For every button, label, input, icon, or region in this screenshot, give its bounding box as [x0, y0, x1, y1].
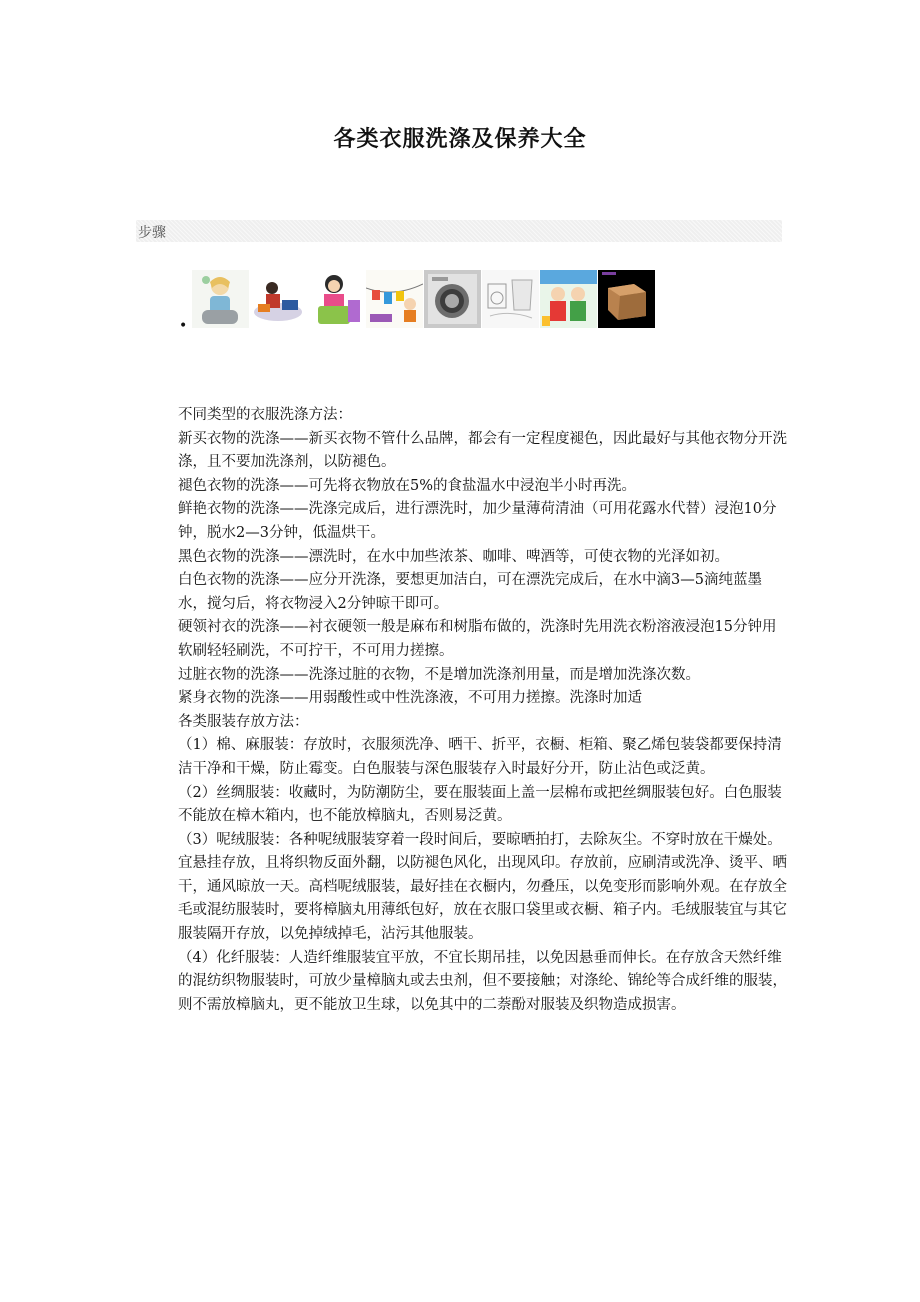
wash-item: 过脏衣物的洗涤——洗涤过脏的衣物，不是增加洗涤剂用量，而是增加洗涤次数。: [178, 666, 700, 683]
washing-girl-icon[interactable]: [308, 270, 365, 328]
clothesline-icon[interactable]: [366, 270, 423, 328]
wash-item: 鲜艳衣物的洗涤——洗涤完成后，进行漂洗时，加少量薄荷清油（可用花露水代替）浸泡10分钟，脱水2—3分钟，低温烘干。: [178, 501, 777, 541]
laundry-sketch-icon[interactable]: [482, 270, 539, 328]
box-icon[interactable]: [598, 270, 655, 328]
wash-methods-heading: 不同类型的衣服洗涤方法：: [178, 407, 352, 423]
steps-header-bar: [136, 220, 782, 242]
wash-item: 新买衣物的洗涤——新买衣物不管什么品牌，都会有一定程度褪色，因此最好与其他衣物分开洗涤，且不要加洗涤剂，以防褪色。: [178, 430, 787, 471]
steps-label: 步骤: [138, 225, 166, 241]
wash-item: 硬领衬衣的洗涤——衬衣硬领一般是麻布和树脂布做的，洗涤时先用洗衣粉溶液浸泡15分钟用软刷轻轻刷洗，不可拧干，不可用力搓擦。: [178, 619, 777, 659]
wash-item: 黑色衣物的洗涤——漂洗时，在水中加些浓茶、咖啡、啤酒等，可使衣物的光泽如初。: [178, 548, 729, 565]
wash-item: 褪色衣物的洗涤——可先将衣物放在5%的食盐温水中浸泡半小时再洗。: [178, 477, 637, 494]
girl-cartoon-icon[interactable]: [192, 270, 249, 328]
laundry-family-icon[interactable]: [250, 270, 307, 328]
page-title: 各类衣服洗涤及保养大全: [333, 127, 587, 152]
storage-item: （2）丝绸服装：收藏时，为防潮防尘，要在服装面上盖一层棉布或把丝绸服装包好。白色服装不能放在樟木箱内，也不能放樟脑丸，否则易泛黄。: [178, 784, 782, 825]
wash-item: 紧身衣物的洗涤——用弱酸性或中性洗涤液，不可用力搓擦。洗涤时加适: [178, 690, 642, 707]
storage-methods-heading: 各类服装存放方法：: [178, 713, 309, 730]
wash-item: 白色衣物的洗涤——应分开洗涤，要想更加洁白，可在漂洗完成后，在水中滴3—5滴纯蓝墨水，搅匀后，将衣物浸入2分钟晾干即可。: [178, 572, 762, 612]
list-bullet: •: [179, 318, 188, 334]
storage-item: （3）呢绒服装：各种呢绒服装穿着一段时间后，要晾晒拍打，去除灰尘。不穿时放在干燥处。宜悬挂存放，且将织物反面外翻，以防褪色风化，出现风印。存放前，应刷清或洗净、烫平、晒干，通风晾放一天。高档呢绒服装，最好挂在衣橱内，勿叠压，以免变形而影响外观。在存放全毛或混纺服装时，要将樟脑丸用薄纸包好，放在衣服口袋里或衣橱、箱子内。毛绒服装宜与其它服装隔开存放，以免掉绒掉毛，沾污其他服装。: [178, 831, 787, 943]
storage-item: （4）化纤服装：人造纤维服装宜平放，不宜长期吊挂，以免因悬垂而伸长。在存放含天然纤维的混纺织物服装时，可放少量樟脑丸或去虫剂，但不要接触；对涤纶、锦纶等合成纤维的服装，则不需放樟脑丸，更不能放卫生球，以免其中的二萘酚对服装及织物造成损害。: [178, 949, 787, 1013]
storage-item: （1）棉、麻服装：存放时，衣服须洗净、晒干、折平，衣橱、柜箱、聚乙烯包装袋都要保持清洁干净和干燥，防止霉变。白色服装与深色服装存入时最好分开，防止沾色或泛黄。: [178, 737, 782, 777]
step-thumbnail-strip: [192, 270, 656, 328]
article-body: [178, 404, 790, 1017]
kids-cartoon-icon[interactable]: [540, 270, 597, 328]
washing-machine-icon[interactable]: [424, 270, 481, 328]
